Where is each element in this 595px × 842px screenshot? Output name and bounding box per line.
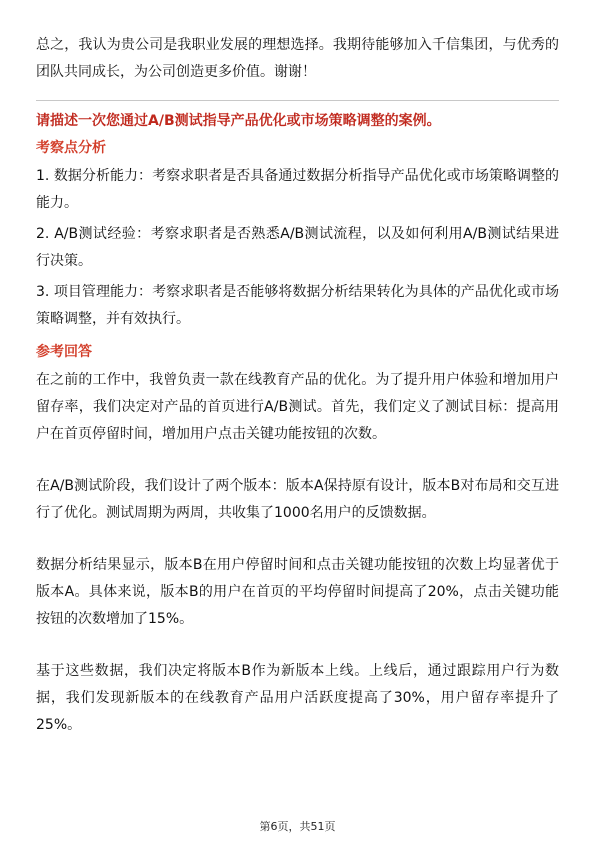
answer-paragraph: 基于这些数据，我们决定将版本B作为新版本上线。上线后，通过跟踪用户行为数据，我们发现新版本的在线教育产品用户活跃度提高了30%，用户留存率提升了25%。 xyxy=(36,663,559,733)
document-page xyxy=(36,28,559,764)
answer-paragraph: 在之前的工作中，我曾负责一款在线教育产品的优化。为了提升用户体验和增加用户留存率，我们决定对产品的首页进行A/B测试。首先，我们定义了测试目标：提高用户在首页停留时间，增加用户点击关键功能按钮的次数。 xyxy=(36,372,559,442)
analysis-point: 3. 项目管理能力：考察求职者是否能够将数据分析结果转化为具体的产品优化或市场策略调整，并有效执行。 xyxy=(36,284,559,327)
answer-paragraph: 数据分析结果显示，版本B在用户停留时间和点击关键功能按钮的次数上均显著优于版本A。具体来说，版本B的用户在首页的平均停留时间提高了20%，点击关键功能按钮的次数增加了15%。 xyxy=(36,557,559,627)
answer-paragraph: 在A/B测试阶段，我们设计了两个版本：版本A保持原有设计，版本B对布局和交互进行了优化。测试周期为两周，共收集了1000名用户的反馈数据。 xyxy=(36,478,559,521)
analysis-title: 考察点分析 xyxy=(36,140,106,156)
page-number: 第6页，共51页 xyxy=(259,820,336,833)
answer-title: 参考回答 xyxy=(36,344,92,360)
question-heading: 请描述一次您通过A/B测试指导产品优化或市场策略调整的案例。 xyxy=(36,113,441,129)
analysis-point: 1. 数据分析能力：考察求职者是否具备通过数据分析指导产品优化或市场策略调整的能力。 xyxy=(36,168,559,211)
closing-paragraph: 总之，我认为贵公司是我职业发展的理想选择。我期待能够加入千信集团，与优秀的团队共同成长，为公司创造更多价值。谢谢！ xyxy=(36,37,559,80)
section-divider xyxy=(36,100,559,101)
analysis-point: 2. A/B测试经验：考察求职者是否熟悉A/B测试流程，以及如何利用A/B测试结果进行决策。 xyxy=(36,226,559,269)
